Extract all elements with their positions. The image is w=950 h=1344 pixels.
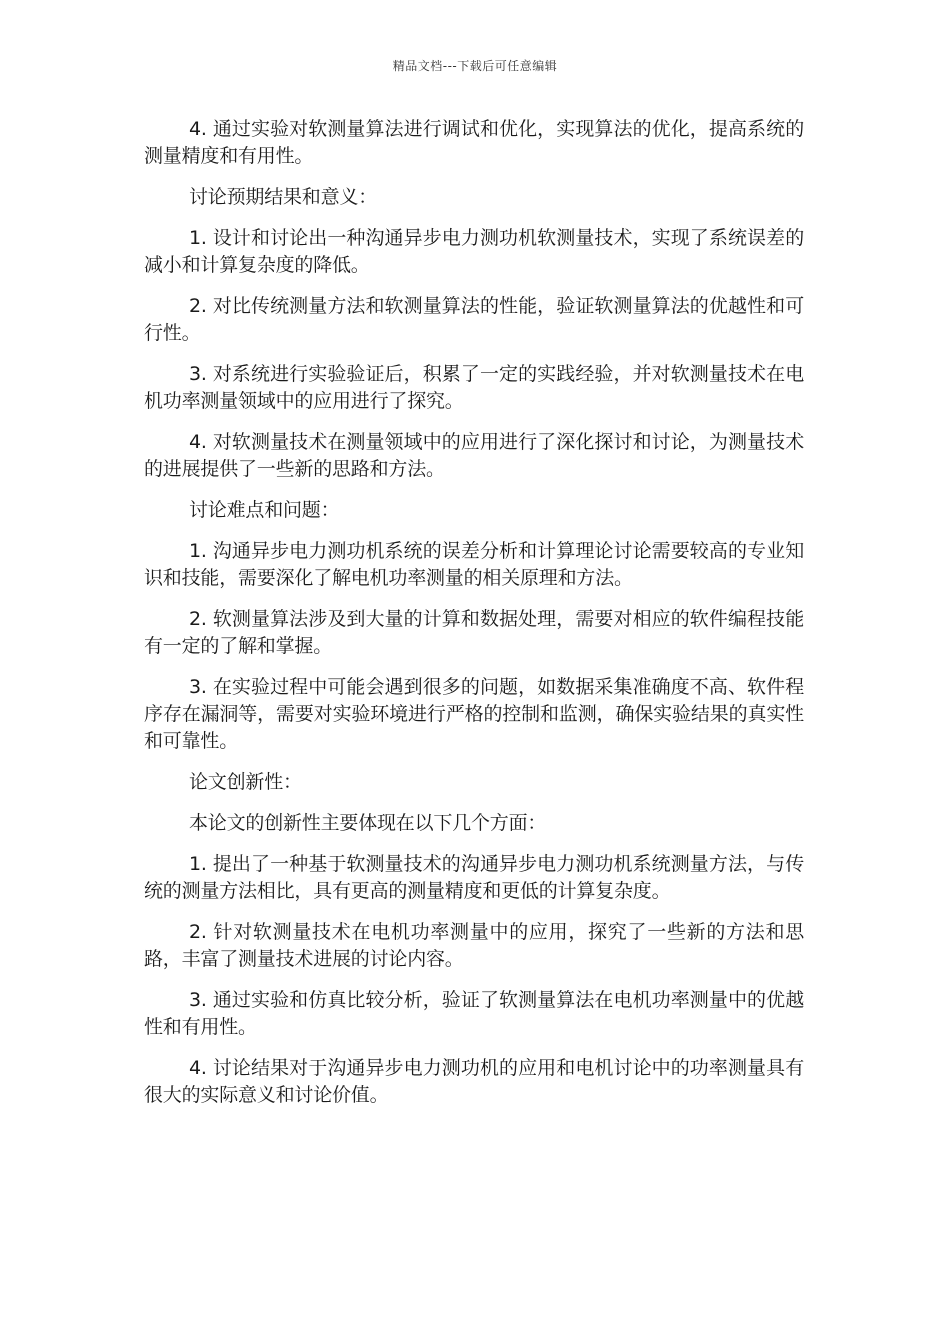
- paragraph: 1. 设计和讨论出一种沟通异步电力测功机软测量技术，实现了系统误差的减小和计算复杂度的降低。: [144, 227, 804, 276]
- paragraph: 3. 对系统进行实验验证后，积累了一定的实践经验，并对软测量技术在电机功率测量领域中的应用进行了探究。: [144, 363, 804, 412]
- paragraph: 3. 在实验过程中可能会遇到很多的问题，如数据采集准确度不高、软件程序存在漏洞等，需要对实验环境进行严格的控制和监测，确保实验结果的真实性和可靠性。: [144, 676, 804, 752]
- paragraph: 4. 通过实验对软测量算法进行调试和优化，实现算法的优化，提高系统的测量精度和有用性。: [144, 118, 804, 167]
- paragraph: 4. 对软测量技术在测量领域中的应用进行了深化探讨和讨论，为测量技术的进展提供了一些新的思路和方法。: [144, 431, 804, 480]
- section-heading: 讨论预期结果和意义：: [189, 186, 378, 208]
- paragraph: 2. 对比传统测量方法和软测量算法的性能，验证软测量算法的优越性和可行性。: [144, 295, 804, 344]
- paragraph: 2. 针对软测量技术在电机功率测量中的应用，探究了一些新的方法和思路，丰富了测量技术进展的讨论内容。: [144, 921, 804, 970]
- paragraph: 1. 提出了一种基于软测量技术的沟通异步电力测功机系统测量方法，与传统的测量方法相比，具有更高的测量精度和更低的计算复杂度。: [144, 853, 804, 902]
- paragraph: 3. 通过实验和仿真比较分析，验证了软测量算法在电机功率测量中的优越性和有用性。: [144, 989, 804, 1038]
- paragraph: 4. 讨论结果对于沟通异步电力测功机的应用和电机讨论中的功率测量具有很大的实际意义和讨论价值。: [144, 1057, 804, 1106]
- paragraph: 2. 软测量算法涉及到大量的计算和数据处理，需要对相应的软件编程技能有一定的了解和掌握。: [144, 608, 804, 657]
- paragraph: 1. 沟通异步电力测功机系统的误差分析和计算理论讨论需要较高的专业知识和技能，需要深化了解电机功率测量的相关原理和方法。: [144, 540, 804, 589]
- document-body: [144, 116, 804, 1123]
- page-header: 精品文档---下载后可任意编辑: [392, 59, 558, 73]
- section-heading: 论文创新性：: [189, 771, 302, 793]
- section-heading: 讨论难点和问题：: [189, 499, 340, 521]
- paragraph: 本论文的创新性主要体现在以下几个方面：: [189, 812, 547, 834]
